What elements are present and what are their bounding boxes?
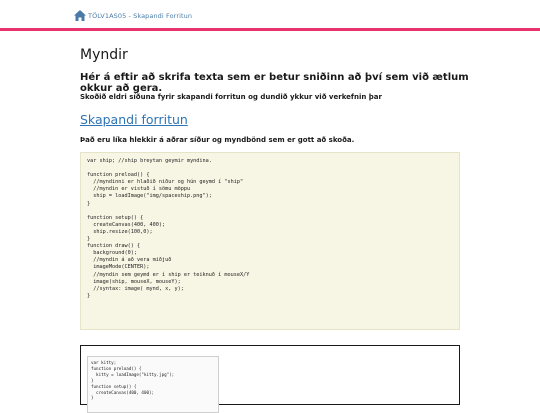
top-bar <box>0 0 540 31</box>
sketch-code-box <box>87 356 219 413</box>
breadcrumb[interactable]: TÖLV1AS05 - Skapandi Forritun <box>88 12 193 20</box>
skapandi-forritun-link[interactable]: Skapandi forritun <box>80 112 188 127</box>
code-block <box>80 152 460 330</box>
page-title: Myndir <box>80 47 128 63</box>
sketch-frame <box>80 345 460 405</box>
links-intro-text: Það eru líka hlekkir á aðrar síður og myndbönd sem er gott að skoða. <box>80 136 355 144</box>
lead-text: Hér á eftir að skrifa texta sem er betur sniðinn að því sem við ætlum okkur að gera. <box>80 72 469 94</box>
code-text: var ship; //ship breytan geymir myndina. function preload() { //myndinni er hlaðið niður og hún geymd í "ship" //myndin er vistuð í sömu möppu ship = loadImage("img/spaceship.png"); } function setup() { createCanvas(400, 400); ship.resize(100,0); } function draw() { background(0); //myndin á að vera miðjuð imageMode(CENTER); //myndin sem geymd er í ship er teiknuð í mouseX/Y image(ship, mouseX, mouseY); //syntax: image( mynd, x, y); } <box>87 158 250 299</box>
home-icon[interactable] <box>74 10 86 21</box>
sketch-code-text: var kitty; function preload() { kitty = loadImage("kitty.jpg"); } function setup() { createCanvas(400, 400); } <box>91 360 175 401</box>
sub-text: Skoðið eldri síðuna fyrir skapandi forritun og dundið ykkur við verkefnin þar <box>80 93 382 101</box>
